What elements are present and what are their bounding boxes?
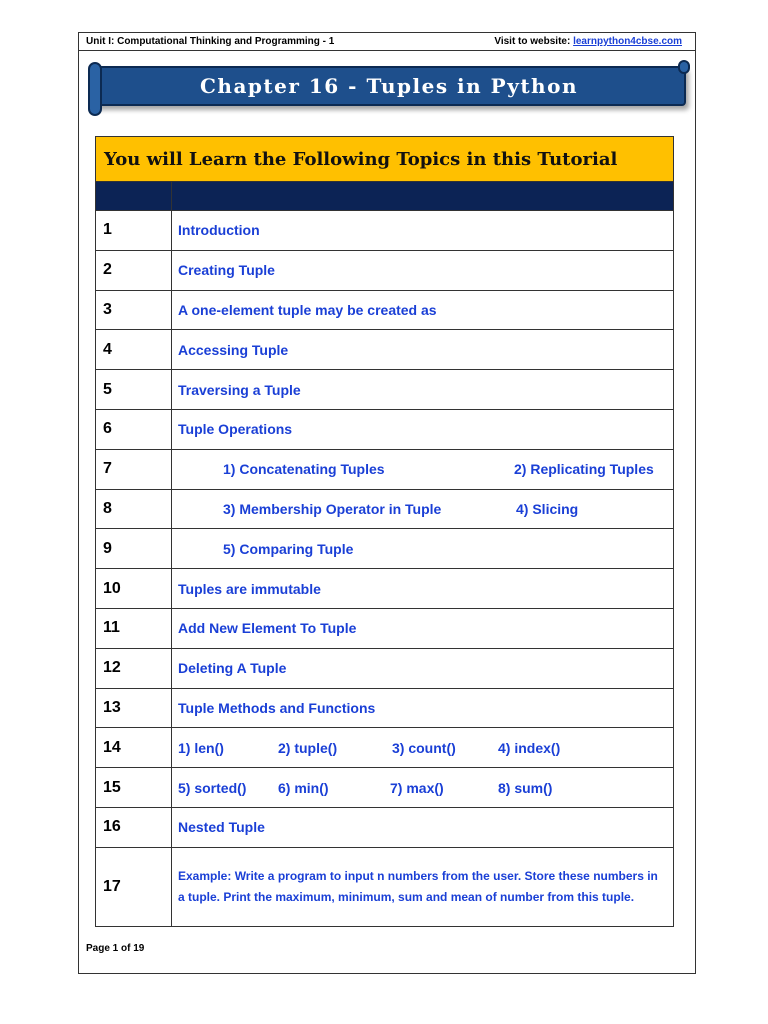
topics-table	[95, 136, 674, 927]
page-number: Page 1 of 19	[86, 943, 145, 954]
table-row	[96, 211, 674, 251]
table-row	[96, 290, 674, 330]
topic-item: 3) Membership Operator in Tuple	[223, 500, 442, 517]
topic-cell	[172, 768, 674, 808]
topic-number: 6	[96, 409, 172, 449]
topic-number: 14	[96, 728, 172, 768]
topic-cell: Deleting A Tuple	[172, 648, 674, 688]
table-header-row	[96, 182, 674, 211]
topic-cell: Tuple Methods and Functions	[172, 688, 674, 728]
table-row	[96, 807, 674, 847]
table-row	[96, 409, 674, 449]
table-row	[96, 489, 674, 529]
topic-cell: Tuples are immutable	[172, 569, 674, 609]
topic-cell: Accessing Tuple	[172, 330, 674, 370]
topic-cell	[172, 449, 674, 489]
topic-item: 7) max()	[390, 779, 444, 796]
table-row	[96, 250, 674, 290]
topic-item: 8) sum()	[498, 779, 553, 796]
website-link[interactable]: learnpython4cbse.com	[573, 36, 682, 47]
table-row	[96, 728, 674, 768]
topic-number: 9	[96, 529, 172, 569]
unit-title: Unit I: Computational Thinking and Programming - 1	[86, 36, 335, 47]
table-row	[96, 370, 674, 410]
topic-item: 4) index()	[498, 739, 561, 756]
topic-cell: Introduction	[172, 211, 674, 251]
scroll-curl-right	[678, 60, 690, 74]
topic-item: 4) Slicing	[516, 500, 579, 517]
table-row	[96, 529, 674, 569]
topic-number: 17	[96, 847, 172, 926]
topic-item: 5) Comparing Tuple	[223, 540, 354, 557]
page-header	[86, 35, 686, 49]
topic-item: 6) min()	[278, 779, 329, 796]
topics-heading: You will Learn the Following Topics in this Tutorial	[96, 137, 674, 182]
topic-number: 15	[96, 768, 172, 808]
topic-cell: Nested Tuple	[172, 807, 674, 847]
topic-number: 12	[96, 648, 172, 688]
table-row	[96, 648, 674, 688]
topic-number: 4	[96, 330, 172, 370]
topic-cell: A one-element tuple may be created as	[172, 290, 674, 330]
topic-number: 16	[96, 807, 172, 847]
topic-cell: Example: Write a program to input n numbers from the user. Store these numbers in a tuple. Print the maximum, minimum, sum and mean of number from this tuple.	[172, 847, 674, 926]
topic-item: 3) count()	[392, 739, 456, 756]
header-divider	[79, 50, 695, 51]
topic-cell: Creating Tuple	[172, 250, 674, 290]
table-row	[96, 768, 674, 808]
topic-item: 1) Concatenating Tuples	[223, 461, 385, 478]
topic-number: 2	[96, 250, 172, 290]
table-row	[96, 608, 674, 648]
table-row	[96, 569, 674, 609]
topic-number: 13	[96, 688, 172, 728]
topic-cell: Traversing a Tuple	[172, 370, 674, 410]
header-cell-num	[96, 182, 172, 211]
topic-cell	[172, 529, 674, 569]
table-row	[96, 449, 674, 489]
table-row	[96, 688, 674, 728]
website-prefix: Visit to website:	[494, 36, 574, 47]
topic-cell: Tuple Operations	[172, 409, 674, 449]
topic-item: 1) len()	[178, 739, 224, 756]
table-row	[96, 847, 674, 926]
topic-number: 3	[96, 290, 172, 330]
topic-number: 5	[96, 370, 172, 410]
topic-number: 8	[96, 489, 172, 529]
topic-cell	[172, 728, 674, 768]
topic-number: 10	[96, 569, 172, 609]
topic-number: 7	[96, 449, 172, 489]
website-note	[494, 36, 682, 47]
topic-item: 2) tuple()	[278, 739, 338, 756]
chapter-title: Chapter 16 - Tuples in Python	[200, 74, 578, 98]
topic-number: 1	[96, 211, 172, 251]
topic-item: 2) Replicating Tuples	[514, 461, 654, 478]
header-cell-topic	[172, 182, 674, 211]
topic-cell: Add New Element To Tuple	[172, 608, 674, 648]
topic-cell	[172, 489, 674, 529]
chapter-banner	[92, 66, 686, 106]
table-row	[96, 330, 674, 370]
topic-number: 11	[96, 608, 172, 648]
topic-item: 5) sorted()	[178, 779, 247, 796]
